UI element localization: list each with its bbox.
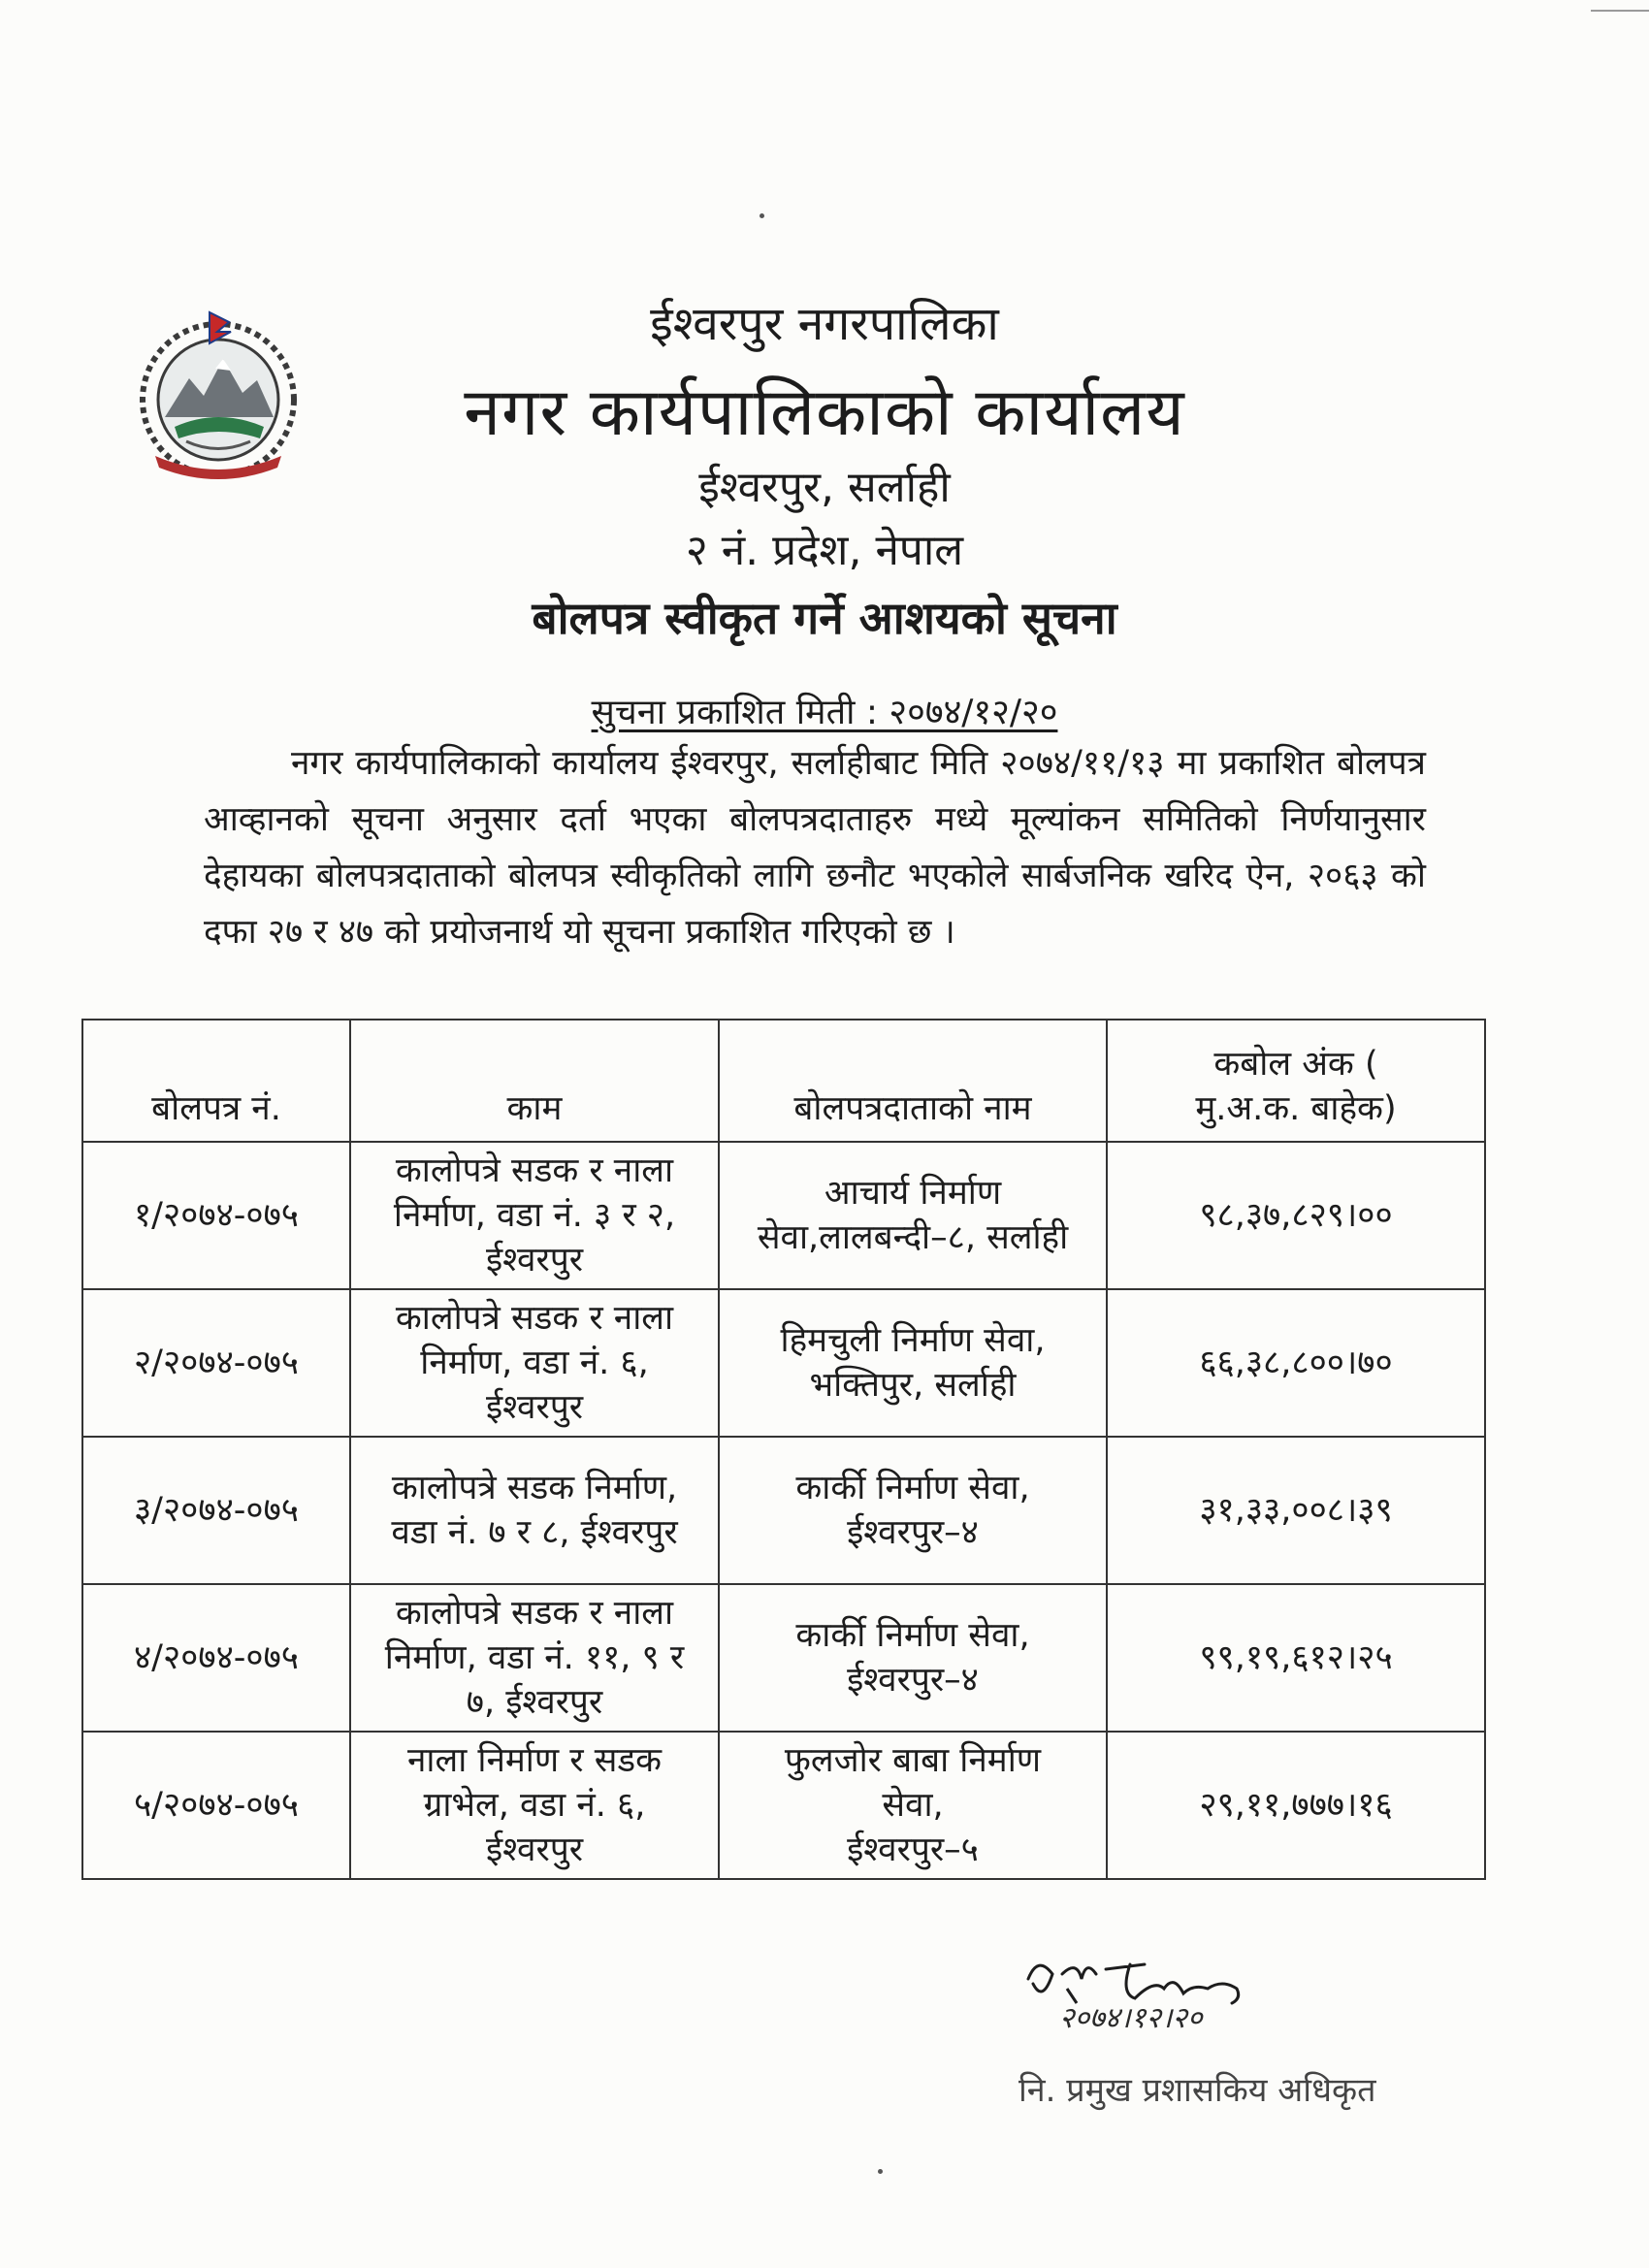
work-cell: कालोपत्रे सडक र नाला निर्माण, वडा नं. ६, ईश्वरपुर (350, 1289, 719, 1437)
table-row (82, 1732, 1485, 1879)
bidder-name-cell: कार्की निर्माण सेवा, ईश्वरपुर–४ (719, 1437, 1107, 1584)
table-header-row (82, 1020, 1485, 1142)
office-name: नगर कार्यपालिकाको कार्यालय (464, 374, 1185, 451)
tender-number-cell: ३/२०७४-०७५ (82, 1437, 350, 1584)
bid-amount-cell: ९८,३७,८२९।०० (1107, 1142, 1485, 1289)
bid-amount-cell: २९,११,७७७।१६ (1107, 1732, 1485, 1879)
scan-speck (760, 213, 764, 218)
municipality-name: ईश्वरपुर नगरपालिका (650, 297, 999, 351)
bid-amount-cell: ९९,१९,६१२।२५ (1107, 1584, 1485, 1732)
scan-speck (878, 2169, 883, 2174)
table-row (82, 1142, 1485, 1289)
signature-date: २०७४।१२।२० (1059, 2001, 1203, 2035)
bid-amount-cell: ६६,३८,८००।७० (1107, 1289, 1485, 1437)
table-row (82, 1437, 1485, 1584)
notice-body: नगर कार्यपालिकाको कार्यालय ईश्वरपुर, सर्लाहीबाट मिति २०७४/११/१३ मा प्रकाशित बोलपत्र आव्हानको सूचना अनुसार दर्ता भएका बोलपत्रदाताहरु मध्ये मूल्यांकन समितिको निर्णयानुसार देहायका बोलपत्रदाताको बोलपत्र स्वीकृतिको लागि छनौट भएकोले सार्बजनिक खरिद ऐन, २०६३ को दफा २७ र ४७ को प्रयोजनार्थ यो सूचना प्रकाशित गरिएको छ । (204, 744, 1426, 952)
header-work: काम (350, 1020, 719, 1142)
work-cell: नाला निर्माण र सडक ग्राभेल, वडा नं. ६, ईश्वरपुर (350, 1732, 719, 1879)
scan-edge-mark (1591, 10, 1649, 12)
bidder-name-cell: फुलजोर बाबा निर्माण सेवा, ईश्वरपुर–५ (719, 1732, 1107, 1879)
tender-number-cell: १/२०७४-०७५ (82, 1142, 350, 1289)
header-bid-amount: कबोल अंक ( मु.अ.क. बाहेक) (1107, 1020, 1485, 1142)
bidder-name-cell: आचार्य निर्माण सेवा,लालबन्दी–८, सर्लाही (719, 1142, 1107, 1289)
bidder-name-cell: कार्की निर्माण सेवा, ईश्वरपुर–४ (719, 1584, 1107, 1732)
bid-amount-cell: ३१,३३,००८।३९ (1107, 1437, 1485, 1584)
work-cell: कालोपत्रे सडक र नाला निर्माण, वडा नं. ११, ९ र ७, ईश्वरपुर (350, 1584, 719, 1732)
table-row (82, 1289, 1485, 1437)
work-cell: कालोपत्रे सडक निर्माण, वडा नं. ७ र ८, ईश्वरपुर (350, 1437, 719, 1584)
signatory-designation: नि. प्रमुख प्रशासकिय अधिकृत (1018, 2071, 1376, 2110)
tender-table (81, 1019, 1486, 1880)
table-row (82, 1584, 1485, 1732)
header-tender-number: बोलपत्र नं. (82, 1020, 350, 1142)
bidder-name-cell: हिमचुली निर्माण सेवा, भक्तिपुर, सर्लाही (719, 1289, 1107, 1437)
office-location: ईश्वरपुर, सर्लाही (698, 463, 951, 512)
publish-date: सुचना प्रकाशित मिती : २०७४/१२/२० (591, 693, 1058, 732)
header-bidder-name: बोलपत्रदाताको नाम (719, 1020, 1107, 1142)
province-name: २ नं. प्रदेश, नेपाल (685, 526, 964, 575)
work-cell: कालोपत्रे सडक र नाला निर्माण, वडा नं. ३ र २, ईश्वरपुर (350, 1142, 719, 1289)
notice-title: बोलपत्र स्वीकृत गर्ने आशयको सूचना (532, 592, 1117, 644)
tender-number-cell: ५/२०७४-०७५ (82, 1732, 350, 1879)
tender-number-cell: २/२०७४-०७५ (82, 1289, 350, 1437)
tender-number-cell: ४/२०७४-०७५ (82, 1584, 350, 1732)
